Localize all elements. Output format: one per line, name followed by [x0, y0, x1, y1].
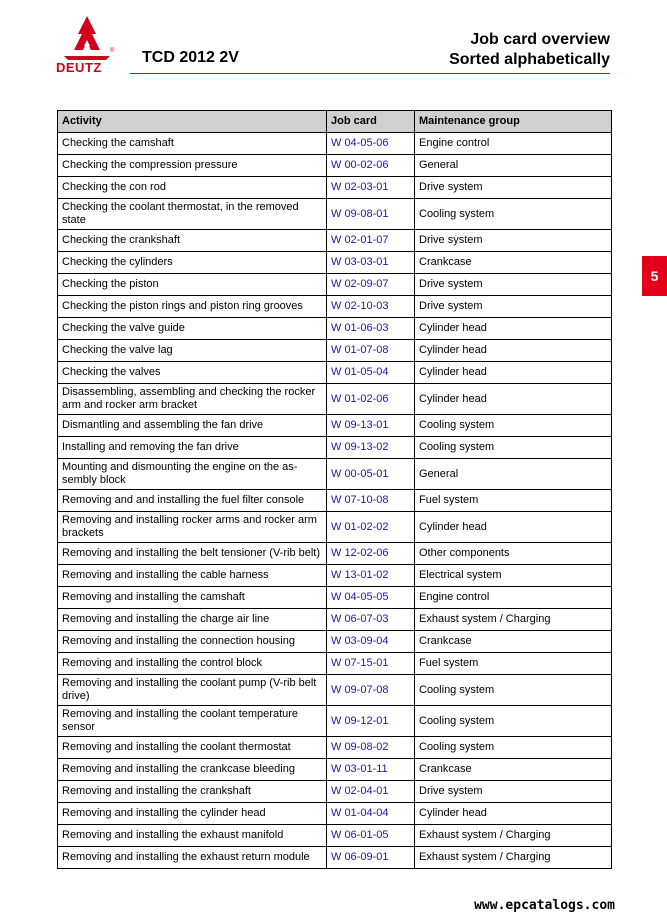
table-row: [58, 133, 612, 155]
cell-activity: Mounting and dismounting the engine on the as-sembly block: [58, 459, 327, 490]
cell-activity: Removing and installing the crankcase bleeding: [58, 759, 327, 781]
table-row: [58, 781, 612, 803]
cell-maintenance-group: Fuel system: [415, 653, 612, 675]
cell-job-card[interactable]: W 06-07-03: [327, 609, 415, 631]
page-title: [449, 30, 610, 70]
cell-job-card[interactable]: W 01-05-04: [327, 362, 415, 384]
cell-activity: Removing and installing the control block: [58, 653, 327, 675]
cell-activity: Removing and installing the coolant pump (V-rib belt drive): [58, 675, 327, 706]
cell-activity: Removing and installing the exhaust manifold: [58, 825, 327, 847]
table-row: [58, 296, 612, 318]
cell-maintenance-group: General: [415, 459, 612, 490]
cell-activity: Removing and and installing the fuel filter console: [58, 490, 327, 512]
job-card-table: [57, 110, 612, 869]
table-row: [58, 543, 612, 565]
cell-activity: Checking the cylinders: [58, 252, 327, 274]
cell-job-card[interactable]: W 07-10-08: [327, 490, 415, 512]
table-header-row: [58, 111, 612, 133]
table-row: [58, 512, 612, 543]
cell-activity: Checking the valve guide: [58, 318, 327, 340]
cell-maintenance-group: Drive system: [415, 230, 612, 252]
cell-job-card[interactable]: W 02-10-03: [327, 296, 415, 318]
table-row: [58, 490, 612, 512]
cell-job-card[interactable]: W 09-13-02: [327, 437, 415, 459]
cell-job-card[interactable]: W 07-15-01: [327, 653, 415, 675]
cell-activity: Checking the con rod: [58, 177, 327, 199]
cell-activity: Checking the piston rings and piston ring grooves: [58, 296, 327, 318]
cell-maintenance-group: Fuel system: [415, 490, 612, 512]
cell-maintenance-group: Cooling system: [415, 437, 612, 459]
cell-activity: Dismantling and assembling the fan drive: [58, 415, 327, 437]
brand-name: DEUTZ: [56, 60, 102, 75]
table-row: [58, 384, 612, 415]
table-row: [58, 653, 612, 675]
cell-job-card[interactable]: W 02-09-07: [327, 274, 415, 296]
table-row: [58, 631, 612, 653]
cell-maintenance-group: Cylinder head: [415, 340, 612, 362]
cell-maintenance-group: Cooling system: [415, 675, 612, 706]
cell-maintenance-group: Cooling system: [415, 415, 612, 437]
cell-job-card[interactable]: W 03-01-11: [327, 759, 415, 781]
cell-maintenance-group: General: [415, 155, 612, 177]
engine-model: TCD 2012 2V: [142, 49, 239, 66]
cell-job-card[interactable]: W 01-02-06: [327, 384, 415, 415]
deutz-emblem-icon: [56, 14, 118, 60]
cell-activity: Checking the piston: [58, 274, 327, 296]
cell-activity: Removing and installing the cable harness: [58, 565, 327, 587]
cell-activity: Removing and installing the belt tensioner (V-rib belt): [58, 543, 327, 565]
cell-maintenance-group: Cooling system: [415, 706, 612, 737]
table-row: [58, 847, 612, 869]
table-row: [58, 737, 612, 759]
table-row: [58, 177, 612, 199]
header-divider: [130, 73, 610, 74]
cell-maintenance-group: Exhaust system / Charging: [415, 847, 612, 869]
cell-job-card[interactable]: W 03-09-04: [327, 631, 415, 653]
cell-activity: Removing and installing the coolant thermostat: [58, 737, 327, 759]
cell-activity: Checking the valves: [58, 362, 327, 384]
cell-job-card[interactable]: W 02-04-01: [327, 781, 415, 803]
header-activity: Activity: [58, 111, 327, 133]
cell-activity: Removing and installing the coolant temperature sensor: [58, 706, 327, 737]
cell-activity: Disassembling, assembling and checking the rocker arm and rocker arm bracket: [58, 384, 327, 415]
cell-job-card[interactable]: W 02-03-01: [327, 177, 415, 199]
cell-job-card[interactable]: W 06-09-01: [327, 847, 415, 869]
cell-job-card[interactable]: W 09-13-01: [327, 415, 415, 437]
cell-job-card[interactable]: W 01-04-04: [327, 803, 415, 825]
cell-maintenance-group: Cylinder head: [415, 384, 612, 415]
header-job-card: Job card: [327, 111, 415, 133]
watermark: www.epcatalogs.com: [474, 898, 615, 913]
cell-maintenance-group: Cylinder head: [415, 362, 612, 384]
cell-maintenance-group: Cylinder head: [415, 803, 612, 825]
table-row: [58, 155, 612, 177]
table-row: [58, 587, 612, 609]
table-row: [58, 825, 612, 847]
cell-job-card[interactable]: W 04-05-05: [327, 587, 415, 609]
cell-job-card[interactable]: W 09-07-08: [327, 675, 415, 706]
header-maintenance-group: Maintenance group: [415, 111, 612, 133]
section-tab[interactable]: 5: [642, 256, 667, 296]
cell-job-card[interactable]: W 12-02-06: [327, 543, 415, 565]
table-row: [58, 609, 612, 631]
cell-activity: Removing and installing rocker arms and rocker arm brackets: [58, 512, 327, 543]
table-row: [58, 459, 612, 490]
cell-maintenance-group: Exhaust system / Charging: [415, 609, 612, 631]
cell-job-card[interactable]: W 03-03-01: [327, 252, 415, 274]
cell-job-card[interactable]: W 06-01-05: [327, 825, 415, 847]
cell-maintenance-group: Crankcase: [415, 631, 612, 653]
cell-maintenance-group: Crankcase: [415, 252, 612, 274]
cell-job-card[interactable]: W 02-01-07: [327, 230, 415, 252]
cell-activity: Removing and installing the crankshaft: [58, 781, 327, 803]
table-row: [58, 415, 612, 437]
table-row: [58, 340, 612, 362]
table-row: [58, 252, 612, 274]
cell-job-card[interactable]: W 00-05-01: [327, 459, 415, 490]
cell-activity: Installing and removing the fan drive: [58, 437, 327, 459]
cell-activity: Checking the camshaft: [58, 133, 327, 155]
cell-job-card[interactable]: W 09-08-01: [327, 199, 415, 230]
cell-activity: Removing and installing the connection housing: [58, 631, 327, 653]
cell-activity: Removing and installing the camshaft: [58, 587, 327, 609]
cell-maintenance-group: Cylinder head: [415, 512, 612, 543]
cell-maintenance-group: Drive system: [415, 781, 612, 803]
cell-maintenance-group: Cylinder head: [415, 318, 612, 340]
table-row: [58, 803, 612, 825]
deutz-logo: [56, 14, 118, 76]
cell-job-card[interactable]: W 09-08-02: [327, 737, 415, 759]
cell-job-card[interactable]: W 01-06-03: [327, 318, 415, 340]
cell-activity: Checking the compression pressure: [58, 155, 327, 177]
table-row: [58, 565, 612, 587]
table-row: [58, 675, 612, 706]
table-row: [58, 437, 612, 459]
cell-maintenance-group: Exhaust system / Charging: [415, 825, 612, 847]
cell-job-card[interactable]: W 01-02-02: [327, 512, 415, 543]
cell-activity: Checking the valve lag: [58, 340, 327, 362]
registered-mark: ®: [110, 48, 115, 54]
cell-maintenance-group: Electrical system: [415, 565, 612, 587]
title-line-1: Job card overview: [470, 31, 610, 48]
table-row: [58, 199, 612, 230]
cell-job-card[interactable]: W 00-02-06: [327, 155, 415, 177]
cell-job-card[interactable]: W 09-12-01: [327, 706, 415, 737]
cell-activity: Removing and installing the exhaust return module: [58, 847, 327, 869]
cell-maintenance-group: Engine control: [415, 133, 612, 155]
table-row: [58, 706, 612, 737]
cell-maintenance-group: Other components: [415, 543, 612, 565]
cell-maintenance-group: Crankcase: [415, 759, 612, 781]
cell-maintenance-group: Engine control: [415, 587, 612, 609]
table-row: [58, 230, 612, 252]
table-row: [58, 759, 612, 781]
cell-job-card[interactable]: W 13-01-02: [327, 565, 415, 587]
cell-maintenance-group: Drive system: [415, 296, 612, 318]
cell-activity: Removing and installing the cylinder head: [58, 803, 327, 825]
title-line-2: Sorted alphabetically: [449, 51, 610, 68]
cell-activity: Removing and installing the charge air line: [58, 609, 327, 631]
cell-maintenance-group: Drive system: [415, 274, 612, 296]
table-row: [58, 274, 612, 296]
cell-job-card[interactable]: W 04-05-06: [327, 133, 415, 155]
cell-maintenance-group: Cooling system: [415, 737, 612, 759]
cell-activity: Checking the crankshaft: [58, 230, 327, 252]
cell-maintenance-group: Cooling system: [415, 199, 612, 230]
cell-maintenance-group: Drive system: [415, 177, 612, 199]
cell-activity: Checking the coolant thermostat, in the removed state: [58, 199, 327, 230]
cell-job-card[interactable]: W 01-07-08: [327, 340, 415, 362]
table-row: [58, 362, 612, 384]
table-row: [58, 318, 612, 340]
